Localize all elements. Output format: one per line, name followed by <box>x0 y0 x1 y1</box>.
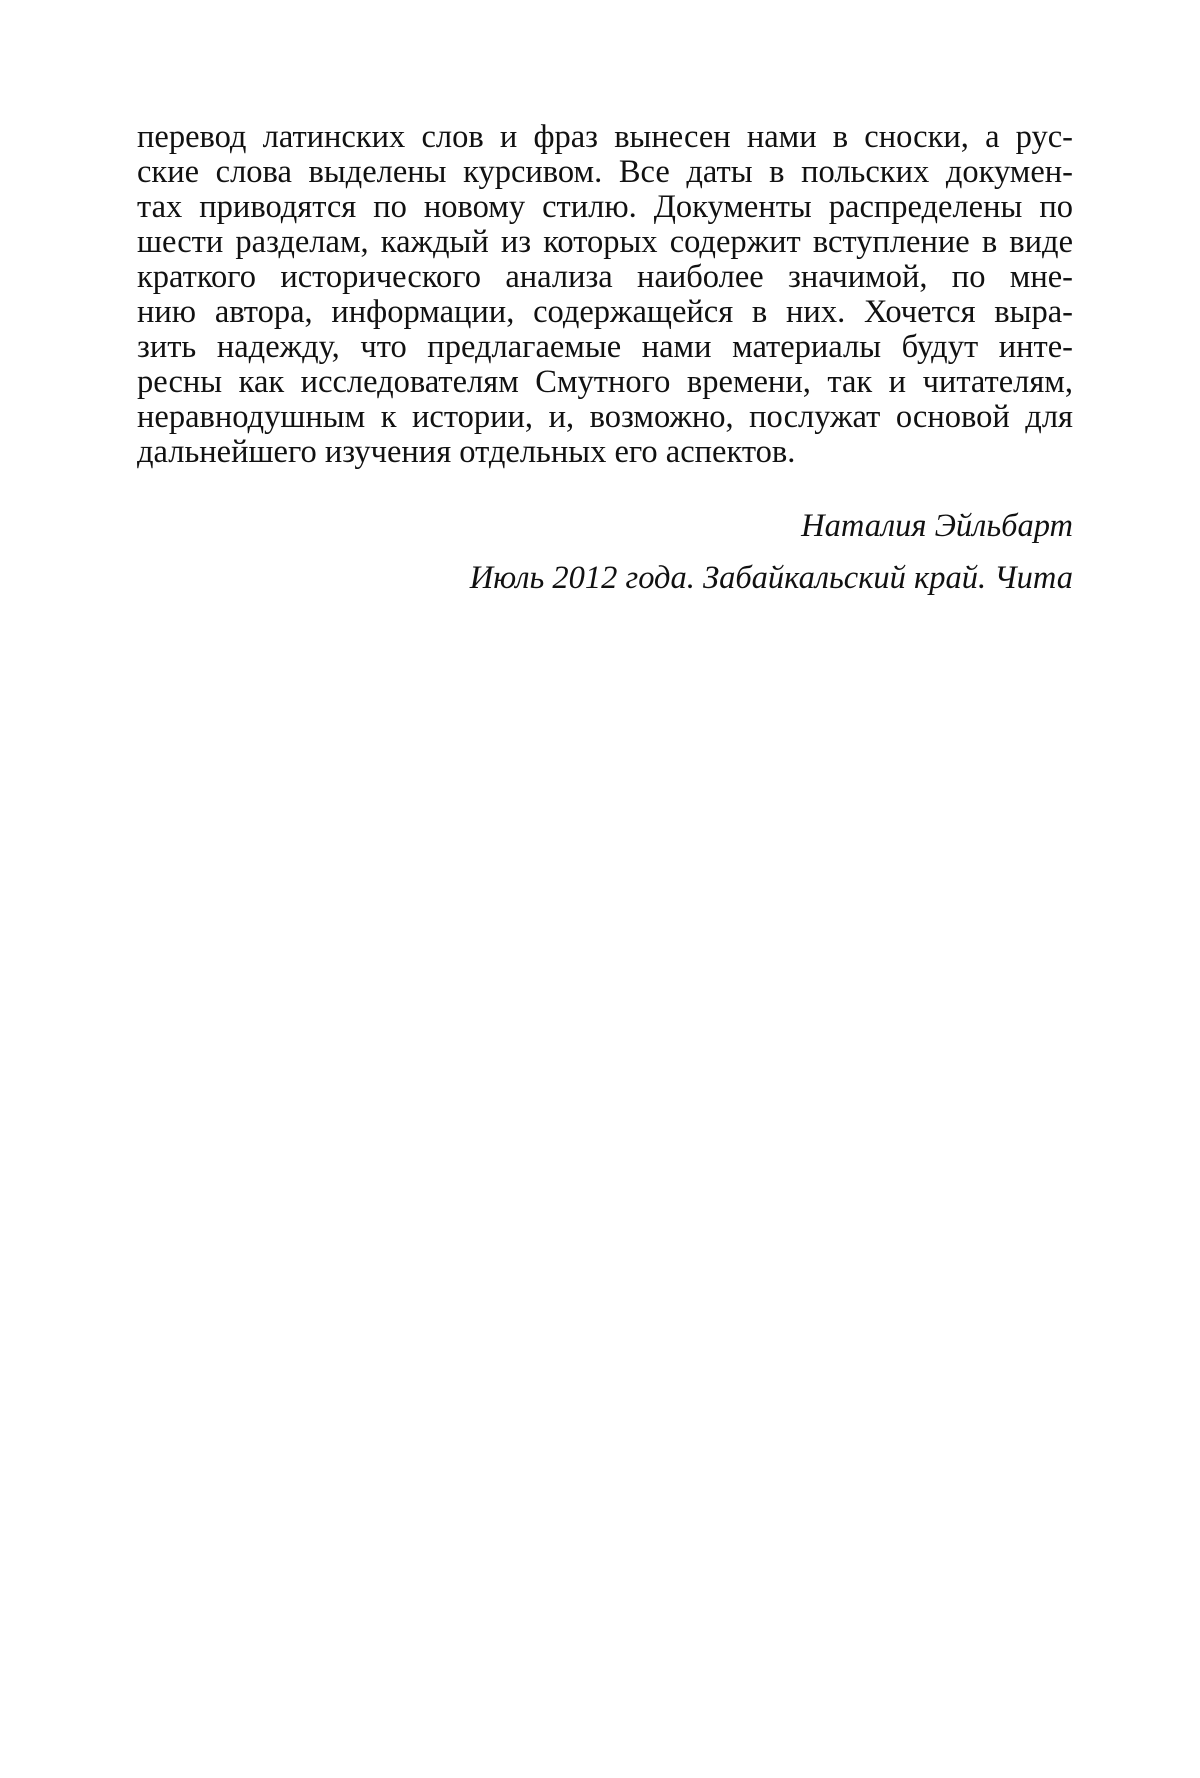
paragraph-line: нию автора, информации, содержащейся в них. Хочется выра- <box>137 294 1073 330</box>
paragraph-line: тах приводятся по новому стилю. Документы распределены по <box>137 189 1073 225</box>
paragraph-line: шести разделам, каждый из которых содержит вступление в виде <box>137 224 1073 260</box>
paragraph-line: ресны как исследователям Смутного времени, так и читателям, <box>137 364 1073 400</box>
author-name: Наталия Эйльбарт <box>801 508 1073 544</box>
paragraph-line: зить надежду, что предлагаемые нами материалы будут инте- <box>137 329 1073 365</box>
paragraph-line: неравнодушным к истории, и, возможно, послужат основой для <box>137 399 1073 435</box>
paragraph-line: краткого исторического анализа наиболее значимой, по мне- <box>137 259 1073 295</box>
date-place: Июль 2012 года. Забайкальский край. Чита <box>469 560 1073 596</box>
signature-block <box>373 500 1073 604</box>
paragraph-line: перевод латинских слов и фраз вынесен нами в сноски, а рус- <box>137 119 1073 155</box>
paragraph-line: дальнейшего изучения отдельных его аспектов. <box>137 434 796 470</box>
paragraph-line: ские слова выделены курсивом. Все даты в польских докумен- <box>137 154 1073 190</box>
body-paragraph <box>137 120 1073 470</box>
